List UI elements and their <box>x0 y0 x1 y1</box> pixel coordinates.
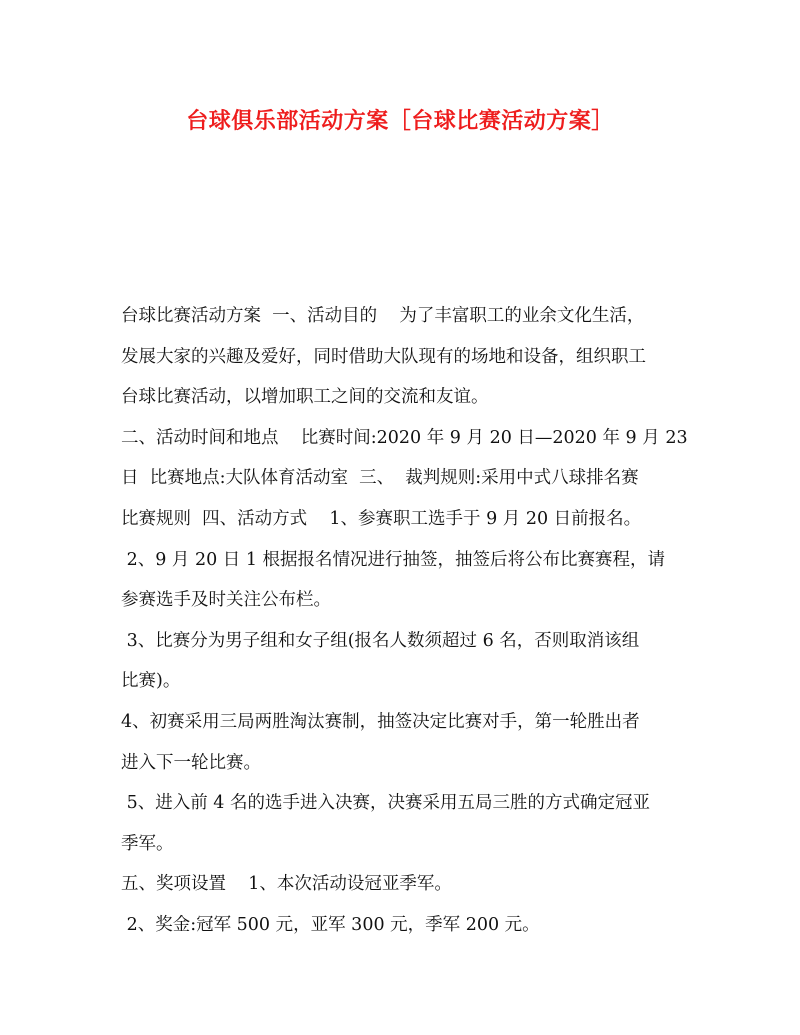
body-line: 二、活动时间和地点 比赛时间:2020 年 9 月 20 日—2020 年 9 月 23 <box>121 427 688 448</box>
body-line: 2、9 月 20 日 1 根据报名情况进行抽签，抽签后将公布比赛赛程，请 <box>121 549 666 570</box>
body-line: 4、初赛采用三局两胜淘汰赛制，抽签决定比赛对手，第一轮胜出者 <box>121 711 640 732</box>
body-line: 发展大家的兴趣及爱好，同时借助大队现有的场地和设备，组织职工 <box>121 346 646 367</box>
body-line: 比赛)。 <box>121 671 181 692</box>
document-body <box>121 296 688 946</box>
body-line: 参赛选手及时关注公布栏。 <box>121 590 331 611</box>
body-line: 进入下一轮比赛。 <box>121 752 261 773</box>
body-line: 五、奖项设置 1、本次活动设冠亚季军。 <box>121 874 452 895</box>
body-line: 台球比赛活动方案 一、活动目的 为了丰富职工的业余文化生活， <box>121 306 645 326</box>
body-line: 季军。 <box>121 833 174 854</box>
body-line: 台球比赛活动，以增加职工之间的交流和友谊。 <box>121 387 489 408</box>
body-line: 2、奖金:冠军 500 元，亚军 300 元，季军 200 元。 <box>121 914 540 935</box>
body-line: 3、比赛分为男子组和女子组(报名人数须超过 6 名，否则取消该组 <box>121 630 640 651</box>
document-title: 台球俱乐部活动方案［台球比赛活动方案］ <box>186 108 614 134</box>
body-line: 比赛规则 四、活动方式 1、参赛职工选手于 9 月 20 日前报名。 <box>121 508 642 529</box>
body-line: 5、进入前 4 名的选手进入决赛，决赛采用五局三胜的方式确定冠亚 <box>121 793 650 814</box>
body-line: 日 比赛地点:大队体育活动室 三、 裁判规则:采用中式八球排名赛 <box>121 468 639 489</box>
